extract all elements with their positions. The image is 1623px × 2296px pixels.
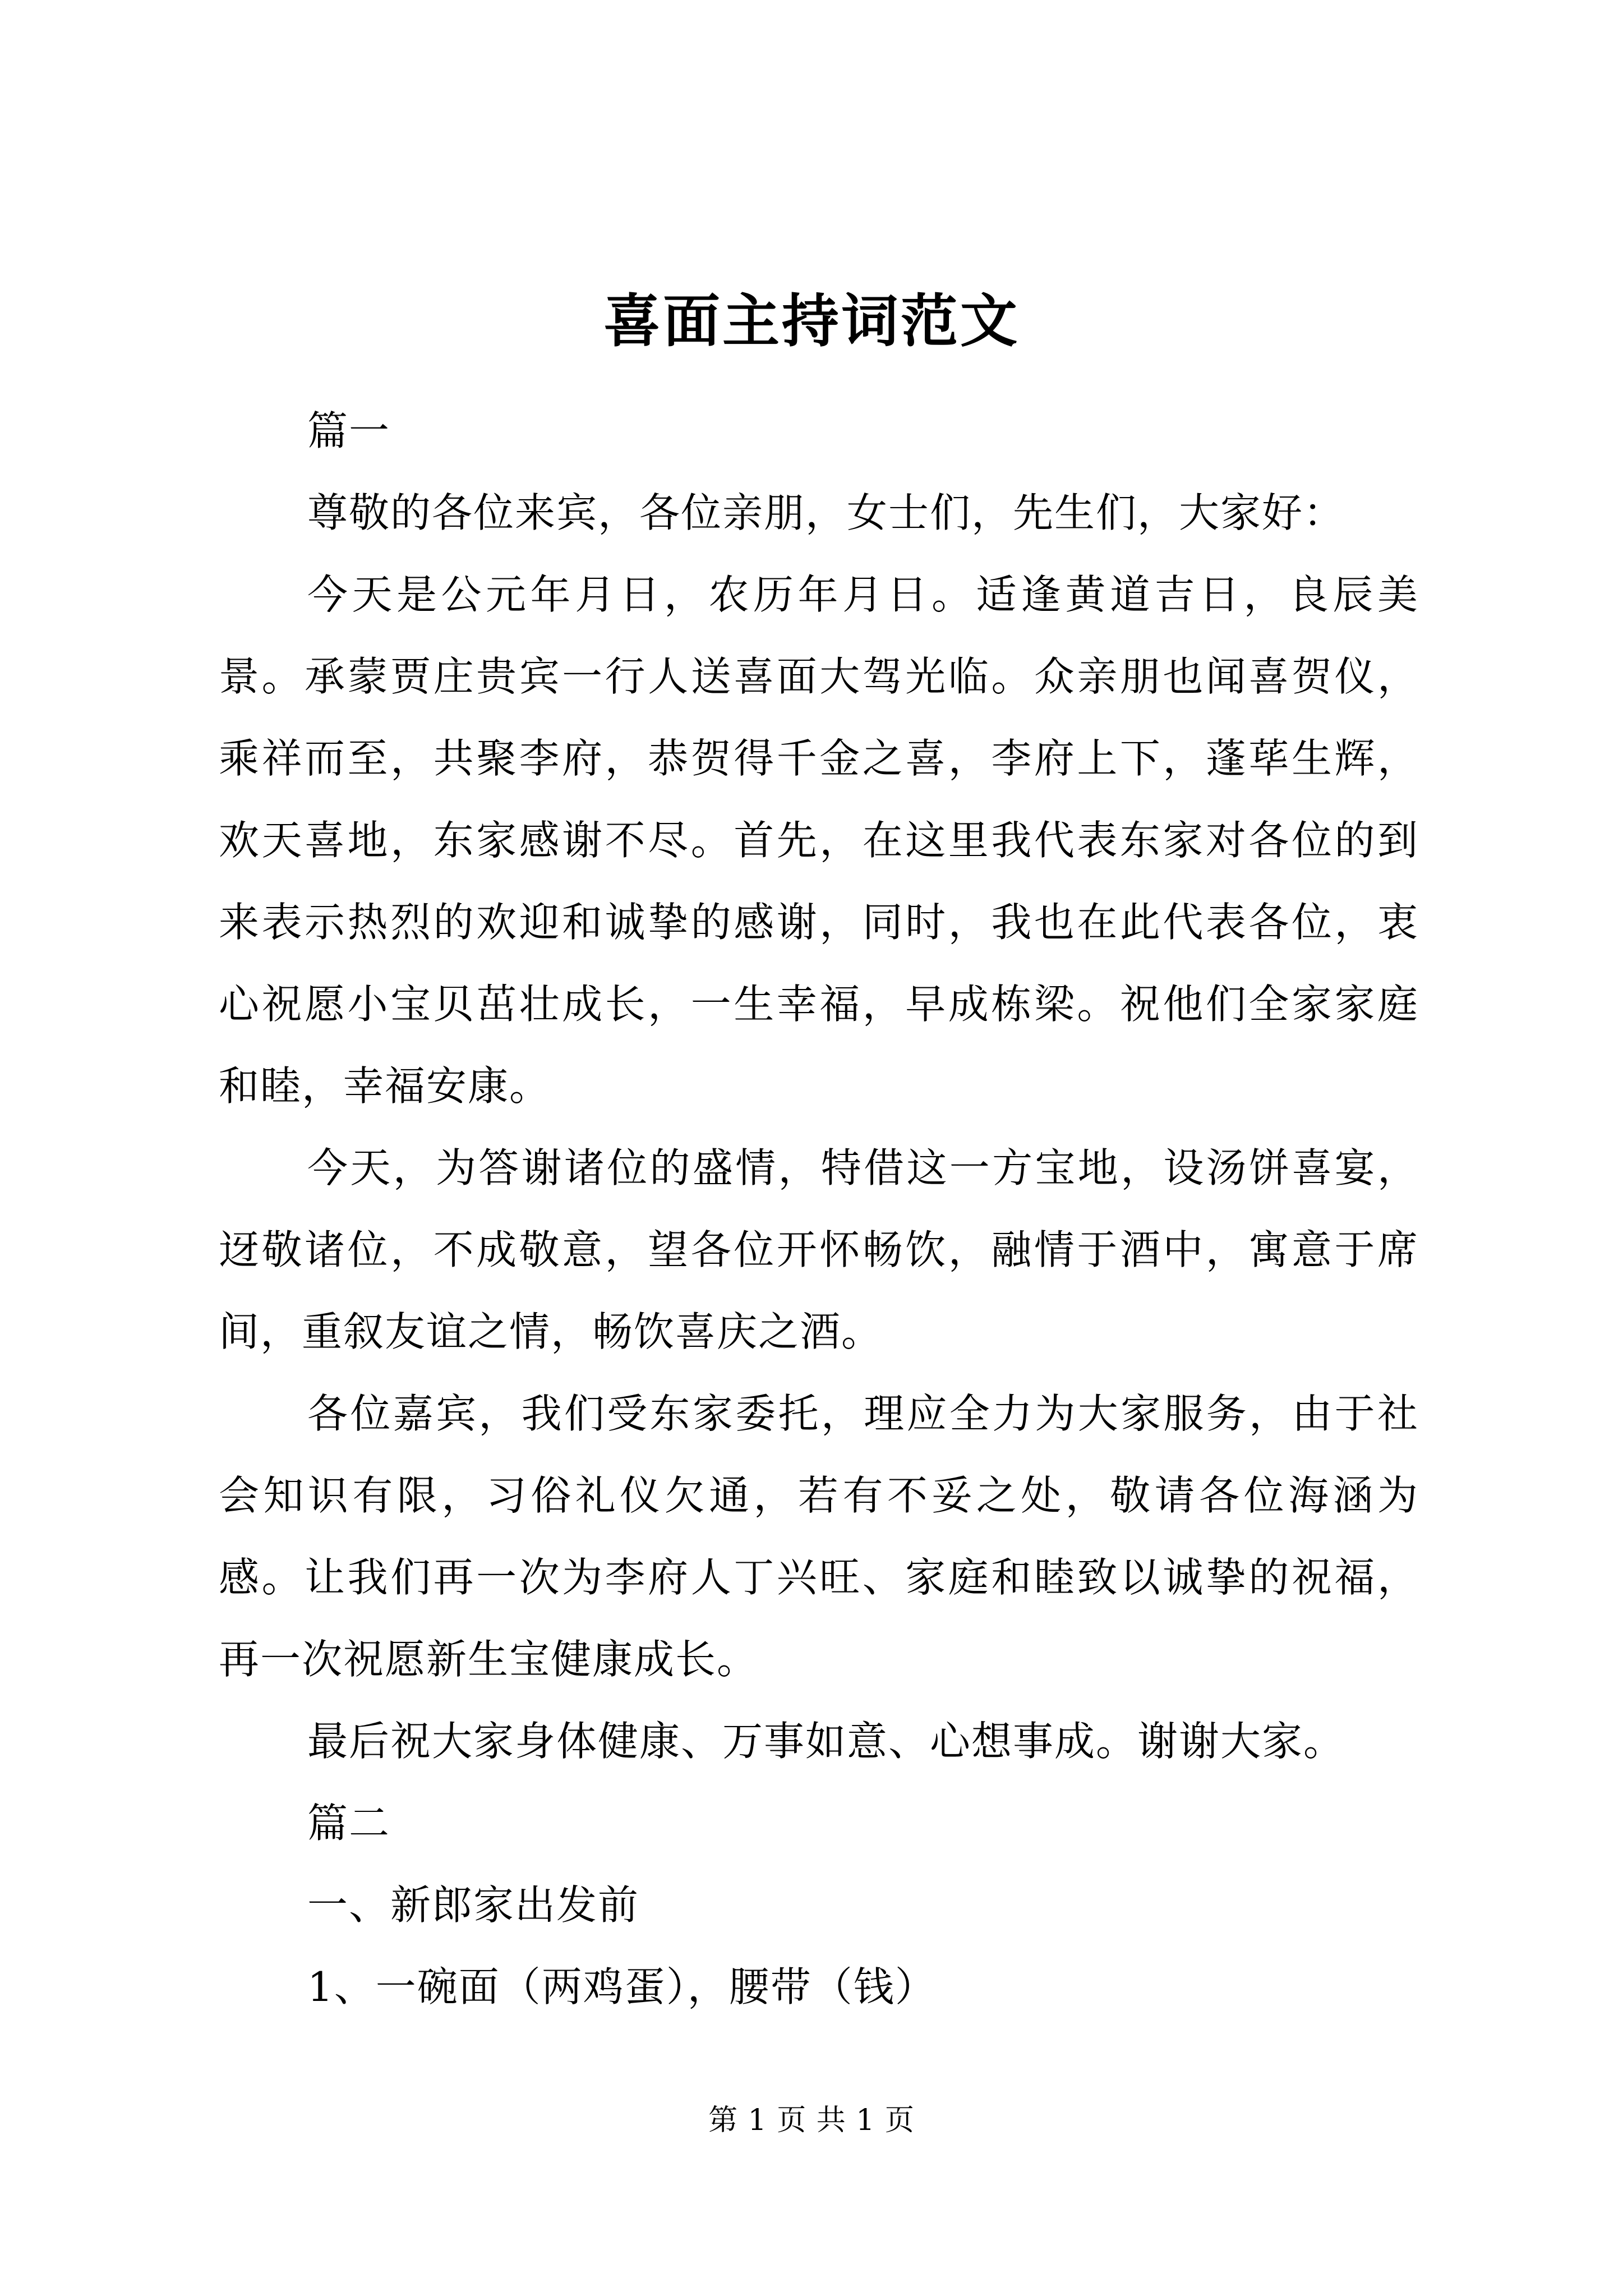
section-heading-1: 篇一 [307,407,391,454]
greeting-paragraph: 尊敬的各位来宾，各位亲朋，女士们，先生们，大家好： [307,489,1345,536]
subsection-heading: 一、新郎家出发前 [307,1881,640,1929]
body-paragraph-3: 各位嘉宾，我们受东家委托，理应全力为大家服务，由于社会知识有限，习俗礼仪欠通，若有不妥之处，敬请各位海涵为感。让我们再一次为李府人丁兴旺、家庭和睦致以诚挚的祝福，再一次祝愿新生宝健康成长。 [219,1390,1419,1683]
section-heading-2: 篇二 [307,1800,391,1847]
document-title: 喜面主持词范文 [603,288,1020,355]
document-body [219,390,1419,2028]
body-paragraph-1: 今天是公元年月日，农历年月日。适逢黄道吉日，良辰美景。承蒙贾庄贵宾一行人送喜面大驾光临。众亲朋也闻喜贺仪，乘祥而至，共聚李府，恭贺得千金之喜，李府上下，蓬荜生辉，欢天喜地，东家感谢不尽。首先，在这里我代表东家对各位的到来表示热烈的欢迎和诚挚的感谢，同时，我也在此代表各位，衷心祝愿小宝贝茁壮成长，一生幸福，早成栋梁。祝他们全家家庭和睦，幸福安康。 [219,571,1419,1110]
page-footer: 第 1 页 共 1 页 [708,2104,915,2137]
list-item: 1、一碗面（两鸡蛋），腰带（钱） [307,1963,937,2010]
body-paragraph-2: 今天，为答谢诸位的盛情，特借这一方宝地，设汤饼喜宴，迓敬诸位，不成敬意，望各位开怀畅饮，融情于酒中，寓意于席间，重叙友谊之情，畅饮喜庆之酒。 [219,1144,1419,1355]
closing-paragraph: 最后祝大家身体健康、万事如意、心想事成。谢谢大家。 [307,1718,1345,1765]
